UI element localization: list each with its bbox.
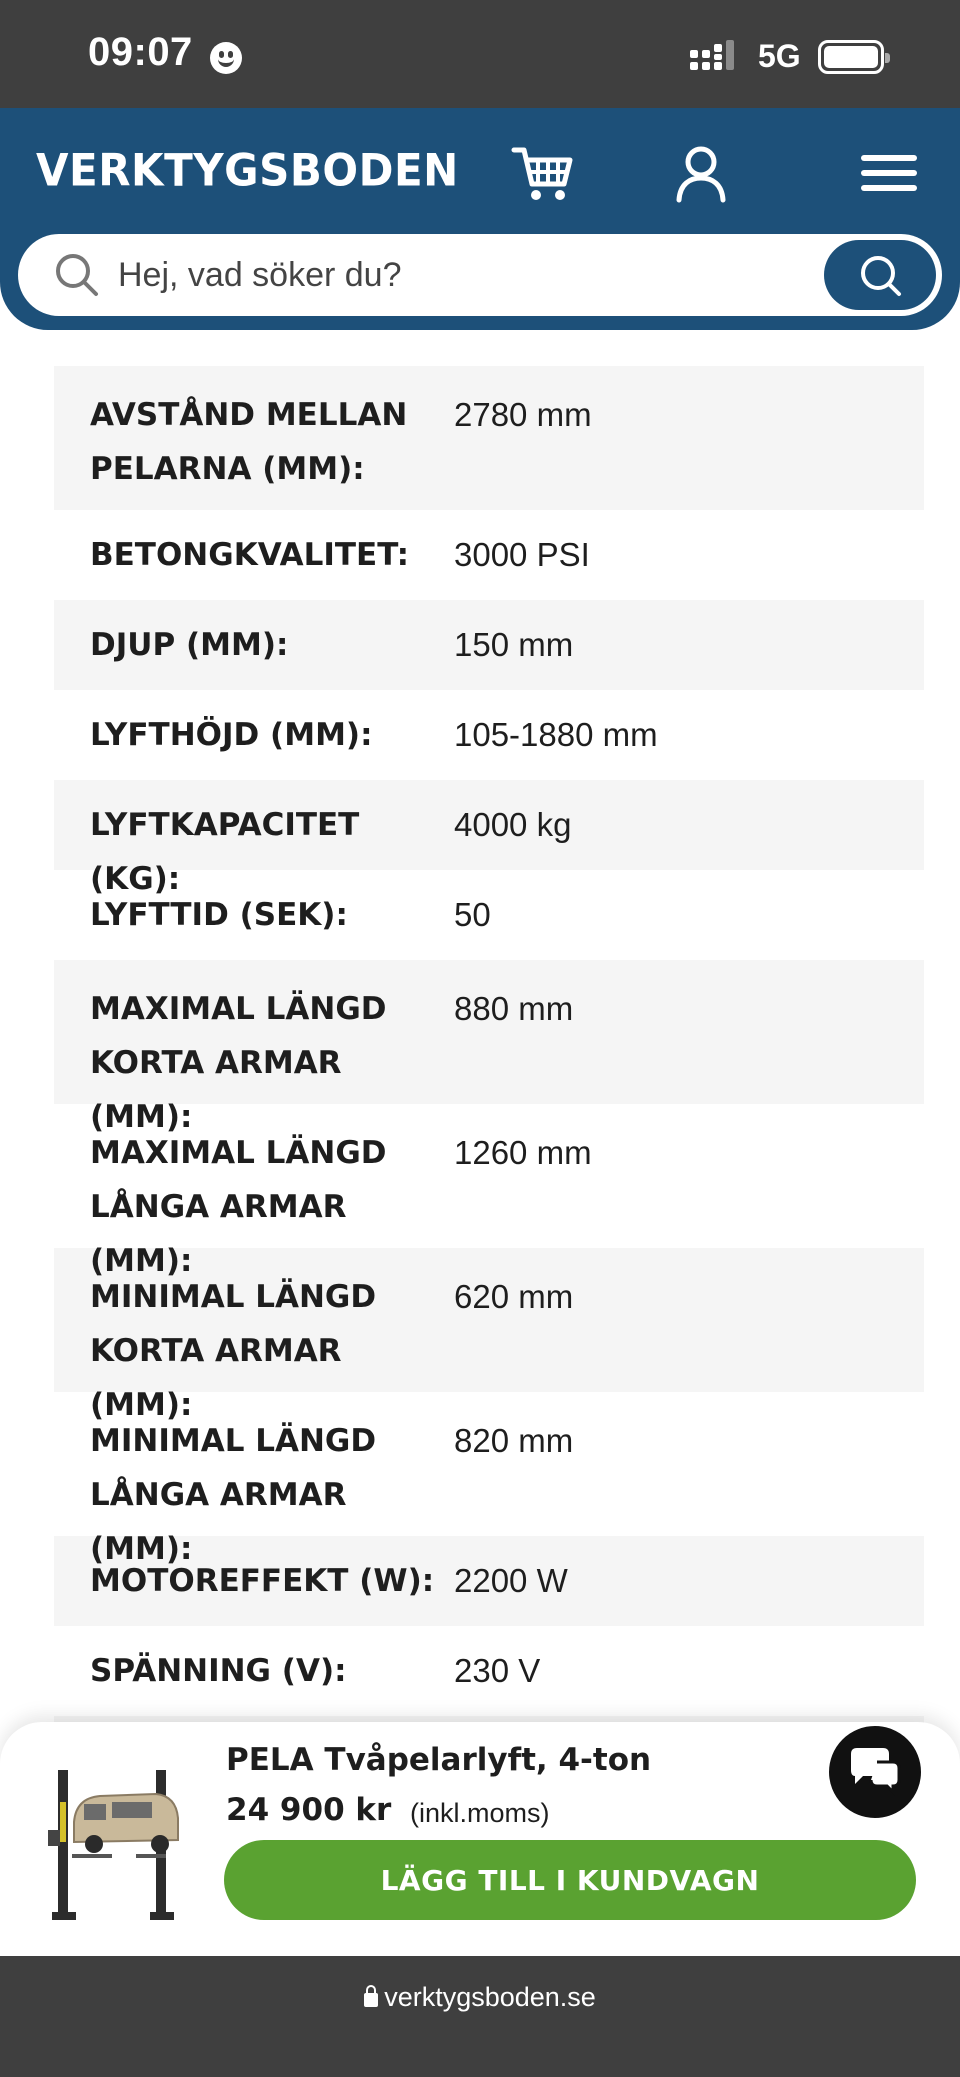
spec-row <box>54 780 924 897</box>
cart-icon[interactable] <box>508 138 578 208</box>
user-account-icon[interactable] <box>666 138 736 208</box>
spec-value: 820 mm <box>454 1422 574 1459</box>
product-name: PELA Tvåpelarlyft, 4-ton <box>226 1742 652 1778</box>
spec-value: 2780 mm <box>454 396 592 433</box>
spec-row <box>54 510 924 600</box>
hamburger-menu-icon[interactable] <box>854 138 924 208</box>
spec-label: MAXIMAL LÄNGD LÅNGA ARMAR (MM): <box>90 1135 387 1279</box>
url-display[interactable] <box>0 1982 960 2013</box>
sticky-product-bar <box>0 1722 960 1956</box>
spec-label: LYFTKAPACITET (KG): <box>90 807 360 897</box>
spec-row <box>54 690 924 780</box>
spec-label: MINIMAL LÄNGD KORTA ARMAR (MM): <box>90 1279 377 1423</box>
spec-row <box>54 366 924 510</box>
spec-row <box>54 600 924 690</box>
chat-bubbles-icon <box>829 1726 921 1818</box>
spec-label: LYFTHÖJD (MM): <box>90 717 373 753</box>
spec-label: BETONGKVALITET: <box>90 537 410 573</box>
smiley-face-icon <box>210 42 242 74</box>
spec-value: 50 <box>454 896 491 933</box>
site-logo[interactable]: VERKTYGSBODEN <box>36 144 459 197</box>
spec-row <box>54 1626 924 1716</box>
spec-value: 2200 W <box>454 1562 568 1599</box>
spec-value: 4000 kg <box>454 806 572 843</box>
spec-label: SPÄNNING (V): <box>90 1653 347 1689</box>
site-header <box>0 108 960 330</box>
spec-row <box>54 1248 924 1423</box>
spec-value: 1260 mm <box>454 1134 592 1171</box>
network-type: 5G <box>758 38 801 74</box>
spec-value: 230 V <box>454 1652 541 1689</box>
spec-value: 105-1880 mm <box>454 716 658 753</box>
spec-value: 150 mm <box>454 626 574 663</box>
spec-label: AVSTÅND MELLAN PELARNA (MM): <box>90 397 408 487</box>
chat-button[interactable] <box>825 1722 925 1822</box>
cellular-signal-icon <box>690 40 742 74</box>
battery-icon <box>818 40 884 74</box>
search-bar <box>18 234 942 316</box>
spec-value: 880 mm <box>454 990 574 1027</box>
product-image[interactable] <box>44 1762 186 1922</box>
spec-value: 3000 PSI <box>454 536 590 573</box>
search-submit-button[interactable] <box>824 240 936 310</box>
add-to-cart-button[interactable]: LÄGG TILL I KUNDVAGN <box>224 1840 916 1920</box>
lock-icon <box>364 1993 378 2007</box>
spec-label: MAXIMAL LÄNGD KORTA ARMAR (MM): <box>90 991 387 1135</box>
browser-address-bar <box>0 1956 960 2077</box>
url-text: verktygsboden.se <box>384 1982 596 2012</box>
spec-row <box>54 960 924 1135</box>
spec-label: MINIMAL LÄNGD LÅNGA ARMAR (MM): <box>90 1423 377 1567</box>
spec-value: 620 mm <box>454 1278 574 1315</box>
spec-row <box>54 1104 924 1279</box>
spec-label: LYFTTID (SEK): <box>90 897 348 933</box>
spec-label: MOTOREFFEKT (W): <box>90 1563 435 1599</box>
spec-label: DJUP (MM): <box>90 627 289 663</box>
product-price: 24 900 kr <box>226 1792 392 1828</box>
search-icon <box>52 250 102 300</box>
status-time: 09:07 <box>88 30 193 74</box>
status-bar <box>0 0 960 108</box>
spec-row <box>54 1392 924 1567</box>
spec-table <box>54 366 924 1806</box>
search-input[interactable] <box>118 248 718 302</box>
vat-note: (inkl.moms) <box>410 1798 550 1828</box>
search-icon <box>824 240 936 310</box>
